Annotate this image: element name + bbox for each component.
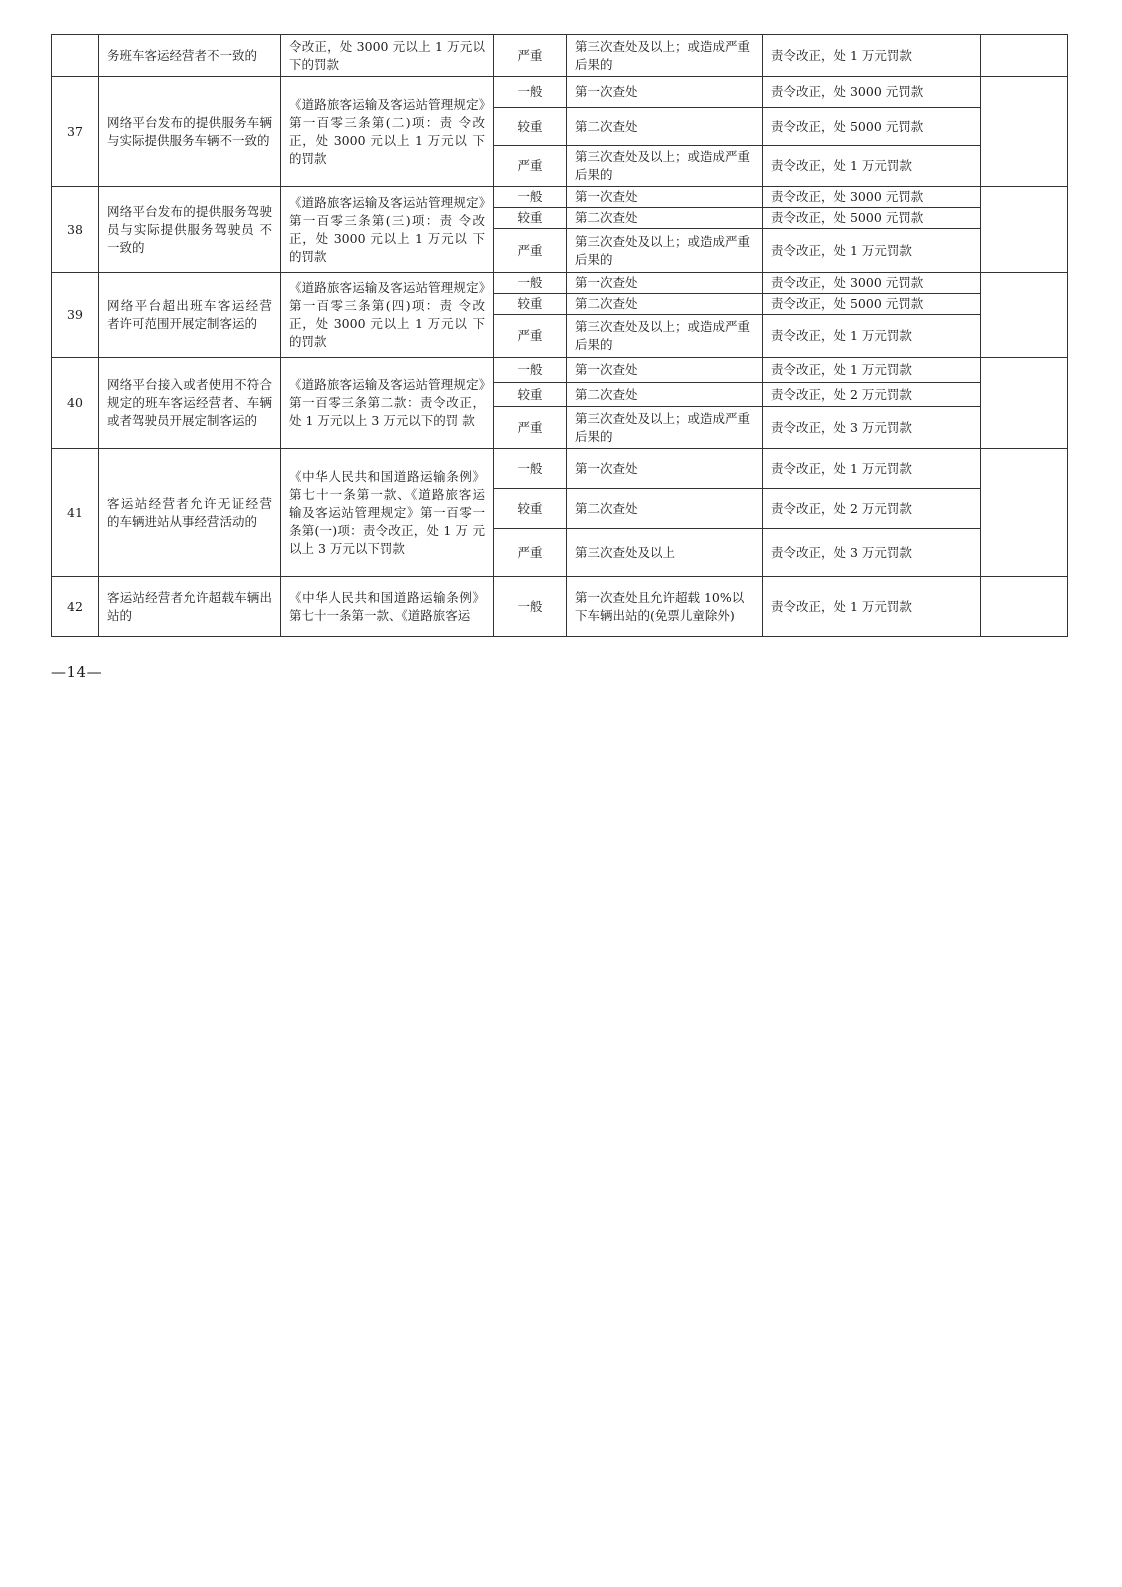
legal-basis: 《道路旅客运输及客运站管理规定》第一百零三条第二款：责令改正，处 1 万元以上 3 万元以下的罚 款 — [281, 358, 494, 449]
severity-level: 一般 — [494, 77, 567, 108]
row-number: 40 — [52, 358, 99, 449]
remarks — [981, 77, 1068, 187]
legal-basis: 《中华人民共和国道路运输条例》 第七十一条第一款、《道路旅客运 输及客运站管理规定》第一百零一 条第(一)项：责令改正，处 1 万 元以上 3 万元以下罚款 — [281, 449, 494, 577]
penalty-standard: 责令改正，处 1 万元罚款 — [763, 229, 981, 273]
table-row — [52, 35, 1068, 77]
penalty-standard: 责令改正，处 1 万元罚款 — [763, 358, 981, 383]
row-number: 39 — [52, 273, 99, 358]
penalty-standard: 责令改正，处 3000 元罚款 — [763, 273, 981, 294]
severity-level: 严重 — [494, 315, 567, 358]
applicable-condition: 第三次查处及以上；或造成严重后果的 — [567, 146, 763, 187]
row-number: 41 — [52, 449, 99, 577]
penalty-standard: 责令改正，处 2 万元罚款 — [763, 383, 981, 407]
legal-basis: 《中华人民共和国道路运输条例》 第七十一条第一款、《道路旅客运 — [281, 577, 494, 637]
severity-level: 一般 — [494, 187, 567, 208]
penalty-standard: 责令改正，处 5000 元罚款 — [763, 108, 981, 146]
applicable-condition: 第一次查处 — [567, 187, 763, 208]
penalty-standard: 责令改正，处 1 万元罚款 — [763, 146, 981, 187]
applicable-condition: 第三次查处及以上；或造成严重后果的 — [567, 407, 763, 449]
violation-fact: 客运站经营者允许无证经营 的车辆进站从事经营活动的 — [99, 449, 281, 577]
penalty-standard: 责令改正，处 5000 元罚款 — [763, 294, 981, 315]
applicable-condition: 第二次查处 — [567, 294, 763, 315]
severity-level: 严重 — [494, 529, 567, 577]
applicable-condition: 第二次查处 — [567, 383, 763, 407]
severity-level: 较重 — [494, 294, 567, 315]
table-row — [52, 187, 1068, 208]
penalty-standard: 责令改正，处 5000 元罚款 — [763, 208, 981, 229]
applicable-condition: 第三次查处及以上；或造成严重后果的 — [567, 35, 763, 77]
penalty-standard: 责令改正，处 3 万元罚款 — [763, 529, 981, 577]
applicable-condition: 第一次查处 — [567, 77, 763, 108]
severity-level: 严重 — [494, 229, 567, 273]
remarks — [981, 449, 1068, 577]
violation-fact: 务班车客运经营者不一致的 — [99, 35, 281, 77]
violation-fact: 网络平台发布的提供服务车辆与实际提供服务车辆不一致的 — [99, 77, 281, 187]
applicable-condition: 第一次查处且允许超载 10%以下车辆出站的(免票儿童除外) — [567, 577, 763, 637]
applicable-condition: 第三次查处及以上；或造成严重后果的 — [567, 229, 763, 273]
remarks — [981, 358, 1068, 449]
row-number — [52, 35, 99, 77]
severity-level: 一般 — [494, 449, 567, 489]
applicable-condition: 第二次查处 — [567, 108, 763, 146]
legal-basis: 令改正，处 3000 元以上 1 万元以 下的罚款 — [281, 35, 494, 77]
penalty-standard: 责令改正，处 3 万元罚款 — [763, 407, 981, 449]
penalty-standard: 责令改正，处 1 万元罚款 — [763, 315, 981, 358]
row-number: 42 — [52, 577, 99, 637]
legal-basis: 《道路旅客运输及客运站管理规定》第一百零三条第(四)项：责 令改正，处 3000 元以上 1 万元以 下的罚款 — [281, 273, 494, 358]
violation-fact: 网络平台接入或者使用不符合规定的班车客运经营者、车辆或者驾驶员开展定制客运的 — [99, 358, 281, 449]
table-row — [52, 77, 1068, 108]
remarks — [981, 577, 1068, 637]
penalty-standard: 责令改正，处 1 万元罚款 — [763, 35, 981, 77]
legal-basis: 《道路旅客运输及客运站管理规定》第一百零三条第(二)项：责 令改正，处 3000 元以上 1 万元以 下的罚款 — [281, 77, 494, 187]
severity-level: 较重 — [494, 489, 567, 529]
penalty-standard: 责令改正，处 3000 元罚款 — [763, 187, 981, 208]
severity-level: 较重 — [494, 208, 567, 229]
severity-level: 严重 — [494, 35, 567, 77]
severity-level: 一般 — [494, 358, 567, 383]
penalty-standard: 责令改正，处 1 万元罚款 — [763, 577, 981, 637]
severity-level: 较重 — [494, 383, 567, 407]
severity-level: 一般 — [494, 273, 567, 294]
table-row — [52, 358, 1068, 383]
applicable-condition: 第二次查处 — [567, 489, 763, 529]
remarks — [981, 273, 1068, 358]
applicable-condition: 第一次查处 — [567, 449, 763, 489]
severity-level: 较重 — [494, 108, 567, 146]
severity-level: 严重 — [494, 407, 567, 449]
violation-fact: 网络平台超出班车客运经营 者许可范围开展定制客运的 — [99, 273, 281, 358]
applicable-condition: 第二次查处 — [567, 208, 763, 229]
severity-level: 一般 — [494, 577, 567, 637]
penalty-standard: 责令改正，处 3000 元罚款 — [763, 77, 981, 108]
penalty-standard: 责令改正，处 2 万元罚款 — [763, 489, 981, 529]
row-number: 37 — [52, 77, 99, 187]
penalty-table — [51, 34, 1068, 637]
table-row — [52, 449, 1068, 489]
violation-fact: 网络平台发布的提供服务驾驶员与实际提供服务驾驶员 不一致的 — [99, 187, 281, 273]
penalty-standard: 责令改正，处 1 万元罚款 — [763, 449, 981, 489]
violation-fact: 客运站经营者允许超载车辆出站的 — [99, 577, 281, 637]
applicable-condition: 第三次查处及以上 — [567, 529, 763, 577]
remarks — [981, 35, 1068, 77]
applicable-condition: 第一次查处 — [567, 358, 763, 383]
row-number: 38 — [52, 187, 99, 273]
legal-basis: 《道路旅客运输及客运站管理规定》第一百零三条第(三)项：责 令改正，处 3000 元以上 1 万元以 下的罚款 — [281, 187, 494, 273]
applicable-condition: 第三次查处及以上；或造成严重后果的 — [567, 315, 763, 358]
page-number: —14— — [51, 663, 103, 681]
severity-level: 严重 — [494, 146, 567, 187]
table-row — [52, 577, 1068, 637]
remarks — [981, 187, 1068, 273]
applicable-condition: 第一次查处 — [567, 273, 763, 294]
table-row — [52, 273, 1068, 294]
